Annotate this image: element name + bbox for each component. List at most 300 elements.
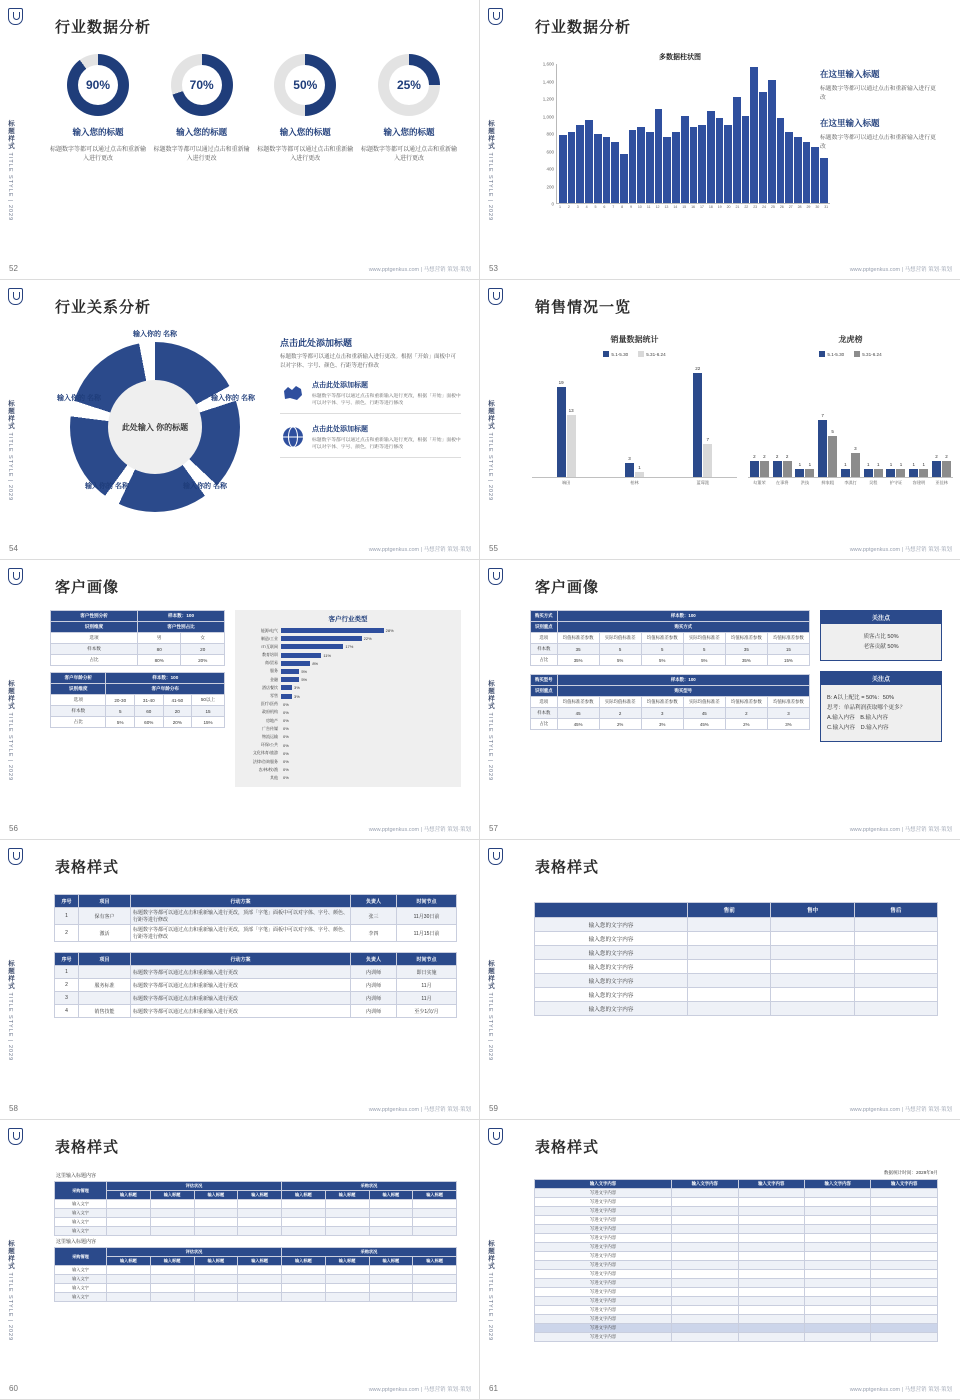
page-number: 58 [9, 1104, 18, 1113]
bar [768, 80, 776, 203]
page-title: 行业数据分析 [55, 19, 152, 36]
bar-value: 3% [294, 693, 300, 699]
x-tick: 吴程 [869, 480, 878, 485]
y-tick: 1,400 [542, 79, 554, 84]
donut-value: 70% [182, 65, 222, 105]
cell [804, 1234, 870, 1243]
x-tick: 6 [603, 205, 606, 209]
bar-value: 3 [628, 455, 631, 461]
table-row [535, 988, 938, 1002]
bar-value: 22 [695, 365, 701, 371]
bar [919, 461, 928, 477]
x-tick: 3 [576, 205, 579, 209]
cell: 45 [557, 708, 599, 719]
cell [238, 1266, 282, 1275]
y-tick: 800 [546, 131, 554, 137]
cell [804, 1306, 870, 1315]
bar [567, 408, 576, 477]
bar [942, 453, 951, 477]
cell [672, 1207, 738, 1216]
cell [738, 1225, 804, 1234]
cell: 占比 [51, 655, 138, 666]
bar [281, 636, 362, 641]
cell [369, 1266, 413, 1275]
rail-label: 标题样式 TITLE STYLE | 2029 [487, 120, 494, 222]
data-timestamp: 数据统计时间：2029年9月 [883, 1170, 938, 1175]
cell [325, 1227, 369, 1236]
shield-logo-icon [488, 1128, 503, 1145]
bar-row [239, 684, 457, 691]
table-header-row [535, 903, 938, 918]
bar-label: 医疗/医药 [260, 701, 278, 707]
cell [688, 932, 771, 946]
shield-logo-icon [8, 8, 23, 25]
cell: 输入您的文字内容 [535, 946, 688, 960]
col-subheader: 输入标题 [369, 1191, 413, 1200]
col-header: 项目 [79, 895, 131, 908]
table-row [51, 655, 225, 666]
bar-row [239, 717, 457, 724]
bar-row [239, 676, 457, 683]
x-tick: 16 [691, 205, 696, 209]
cell: 占比 [51, 717, 106, 728]
col-subheader: 输入标题 [238, 1257, 282, 1266]
slide-rail [480, 280, 510, 559]
cell [738, 1297, 804, 1306]
bar [281, 677, 299, 682]
bar-row [239, 643, 457, 650]
col-header: 序号 [55, 953, 79, 966]
rail-label: 标题样式 TITLE STYLE | 2029 [487, 400, 494, 502]
cell: 写进文字内容 [535, 1207, 672, 1216]
table-row [55, 1218, 457, 1227]
cell: 4 [55, 1005, 79, 1018]
cell [194, 1284, 238, 1293]
col-subheader: 输入标题 [413, 1257, 457, 1266]
cell: 保有客户 [79, 908, 131, 925]
tables-wrap [54, 1170, 457, 1302]
bar-value: 2 [945, 453, 948, 459]
cell [194, 1218, 238, 1227]
legend-item: 5.1-5.30 [603, 351, 628, 357]
page-title: 客户画像 [535, 579, 600, 596]
donut-label: 输入您的标题 [383, 127, 435, 137]
x-tick: 30 [815, 205, 820, 209]
bar-group [818, 363, 837, 477]
cell [282, 1293, 326, 1302]
cell: 标题数字等都可以通过点击和重新输入进行更改 [131, 966, 351, 979]
cell: 输入文字 [55, 1200, 107, 1209]
cell: 11月 [397, 992, 457, 1005]
slide-footer: www.pptgenkus.com | 马想营销 策划·策划 [368, 827, 471, 833]
cell [738, 1270, 804, 1279]
bar-value: 7 [821, 413, 824, 418]
rail-label: 标题样式 TITLE STYLE | 2029 [7, 120, 14, 222]
donut-value: 50% [285, 65, 325, 105]
bar [559, 135, 567, 203]
cell [325, 1266, 369, 1275]
cell: 45 [683, 708, 725, 719]
col-header: 输入文字内容 [804, 1180, 870, 1189]
bar-group [693, 363, 712, 477]
table-title: 客户年龄分析 [51, 673, 106, 684]
cell [854, 918, 937, 932]
donut-label: 输入您的标题 [176, 127, 228, 137]
table-title: 客户性别分析 [51, 611, 138, 622]
slide-rail [0, 840, 30, 1119]
col-header: 负责人 [351, 953, 397, 966]
cell [771, 918, 854, 932]
cell [871, 1225, 938, 1234]
slide-footer: www.pptgenkus.com | 马想营销 策划·策划 [368, 547, 471, 553]
card-line: B: A以上配比 = 50%：50% [827, 695, 894, 701]
cell [804, 1324, 870, 1333]
bar [635, 465, 644, 477]
chart-x-axis [532, 480, 737, 486]
slide-body [40, 1166, 467, 1377]
cell: 写进文字内容 [535, 1216, 672, 1225]
cell [804, 1216, 870, 1225]
cycle-label-5: 输入你的 名称 [57, 395, 101, 402]
bar-label: 房地产 [266, 717, 278, 723]
cell [369, 1284, 413, 1293]
donut-item [255, 54, 355, 164]
cell [194, 1266, 238, 1275]
bar-value: 1 [922, 461, 925, 467]
cell [194, 1200, 238, 1209]
cell: 5% [683, 655, 725, 666]
col-header: 采购管理 [55, 1248, 107, 1266]
x-tick: 25 [770, 205, 775, 209]
bar-value: 0% [283, 726, 289, 732]
slide-58 [0, 840, 480, 1120]
col-header: 识别维度 [51, 684, 106, 695]
cell [871, 1198, 938, 1207]
bar-value: 0% [283, 709, 289, 715]
bar-row [239, 774, 457, 781]
table-row [51, 695, 225, 706]
card-line: 老客贡献 50% [863, 644, 899, 650]
card-body [821, 685, 941, 741]
table-row [535, 1333, 938, 1342]
cell [282, 1209, 326, 1218]
cell [672, 1198, 738, 1207]
cell: 均值标准差参数 [641, 633, 683, 644]
col-header [535, 903, 688, 918]
cell: 输入您的文字内容 [535, 974, 688, 988]
donut-desc: 标题数字等都可以通过点击和重新输入进行更改 [49, 147, 146, 162]
cell: 至少1次/月 [397, 1005, 457, 1018]
cell [854, 974, 937, 988]
y-tick: 400 [546, 166, 554, 172]
bar [716, 118, 724, 203]
bar-value: 5% [301, 668, 308, 674]
bar-value: 22% [363, 636, 372, 642]
cell: 写进文字内容 [535, 1252, 672, 1261]
col-header: 采购状况 [282, 1182, 457, 1191]
bar-label: 金融 [270, 676, 278, 682]
bar [576, 125, 584, 203]
cell: 写进文字内容 [535, 1189, 672, 1198]
sample-count: 样本数：100 [557, 675, 809, 686]
cell [854, 1002, 937, 1016]
bar [646, 132, 654, 203]
cell [150, 1293, 194, 1302]
slide-59 [480, 840, 960, 1120]
x-tick: 11 [646, 205, 651, 209]
shield-logo-icon [8, 1128, 23, 1145]
table-row [55, 1005, 457, 1018]
col-header: 售前 [688, 903, 771, 918]
slide-footer: www.pptgenkus.com | 马想营销 策划·策划 [849, 267, 952, 273]
cell: 写进文字内容 [535, 1306, 672, 1315]
cell: 激活 [79, 925, 131, 942]
cell [738, 1315, 804, 1324]
focus-card [820, 610, 942, 661]
bar [603, 137, 611, 203]
slide-54 [0, 280, 480, 560]
cell: 选项 [51, 695, 106, 706]
cell: 标题数字等都可以通过点击和重新输入进行更改 [131, 979, 351, 992]
bar-value: 2 [775, 453, 779, 459]
slide-body [40, 606, 467, 817]
cell [238, 1209, 282, 1218]
cell [738, 1234, 804, 1243]
col-header: 客户性别占比 [138, 622, 225, 633]
cell [672, 1288, 738, 1297]
cell: 20% [181, 655, 225, 666]
bar-label: 法律/咨询服务 [252, 758, 278, 764]
cell [738, 1288, 804, 1297]
bar-group [864, 363, 883, 477]
table-row [531, 655, 810, 666]
cell: 内训师 [351, 992, 397, 1005]
slide-55 [480, 280, 960, 560]
rail-label: 标题样式 TITLE STYLE | 2029 [7, 1240, 14, 1342]
x-tick: 洪技 [800, 480, 810, 485]
cell [413, 1200, 457, 1209]
cell [871, 1207, 938, 1216]
bar-value: 11% [323, 652, 332, 658]
card-line: 质客占比 50% [863, 634, 899, 640]
bar-label: 政府机构 [262, 709, 278, 715]
col-header: 识别重点 [531, 622, 558, 633]
cell [413, 1227, 457, 1236]
cell: 5% [641, 655, 683, 666]
cell: 11月 [397, 979, 457, 992]
bar-group [909, 363, 928, 477]
table-row [531, 697, 810, 708]
col-header: 输入文字内容 [738, 1180, 804, 1189]
cell: 3% [767, 719, 809, 730]
card-header: 关注点 [821, 611, 941, 624]
slide-rail [0, 280, 30, 559]
cell [738, 1279, 804, 1288]
donut-chart [171, 54, 233, 116]
cell [871, 1189, 938, 1198]
bar-row [239, 652, 457, 659]
cell: 60% [135, 717, 164, 728]
cell: 选项 [51, 633, 138, 644]
cell [672, 1225, 738, 1234]
bar [281, 669, 299, 674]
cell: 均值标准差参数 [725, 697, 767, 708]
cell [738, 1189, 804, 1198]
slide-rail [0, 560, 30, 839]
cell [325, 1284, 369, 1293]
cell [871, 1279, 938, 1288]
legend-item: 5.31-6.24 [854, 351, 881, 357]
rail-label: 标题样式 TITLE STYLE | 2029 [7, 960, 14, 1062]
table-row [535, 960, 938, 974]
table-row [535, 1243, 938, 1252]
cell [871, 1288, 938, 1297]
cell [738, 1324, 804, 1333]
bar [681, 116, 689, 203]
cell [871, 1333, 938, 1342]
cell: 5 [106, 706, 135, 717]
slide-footer: www.pptgenkus.com | 马想营销 策划·策划 [849, 1387, 952, 1393]
cell [804, 1252, 870, 1261]
cell [771, 988, 854, 1002]
bar-row [239, 660, 457, 667]
donut-row [40, 46, 467, 164]
cell: 男 [138, 633, 181, 644]
table-row [535, 1270, 938, 1279]
slide-body [520, 46, 948, 257]
slide-body [40, 46, 467, 257]
bar-value: 2 [763, 453, 766, 459]
page-number: 56 [9, 824, 18, 833]
bar-value: 7 [706, 436, 710, 442]
cell: 写进文字内容 [535, 1279, 672, 1288]
cell [107, 1275, 151, 1284]
gender-table [50, 610, 225, 666]
cell: 输入文字 [55, 1266, 107, 1275]
col-header: 识别重点 [531, 686, 558, 697]
table-title: 购买方式 [531, 611, 558, 622]
donut-label: 输入您的标题 [72, 127, 124, 137]
bar-value: 1 [876, 461, 880, 467]
cell [238, 1218, 282, 1227]
bar-label: 制造/工业 [260, 635, 278, 641]
item-desc: 标题数字等都可以通过点击和重新输入进行更改，根据「开始」面板中可以对字体、字号、颜色、行距等进行修改 [312, 394, 461, 406]
bar-value: 8% [312, 660, 319, 666]
paragraph: 标题数字等都可以通过点击和重新输入进行更改 [820, 86, 936, 101]
cell [369, 1200, 413, 1209]
bar-row [239, 709, 457, 716]
shield-logo-icon [488, 8, 503, 25]
x-tick: 护守证 [889, 480, 903, 485]
bar-value: 3 [854, 445, 857, 451]
col-header: 项目 [79, 953, 131, 966]
bar-group [932, 363, 951, 477]
tables-wrap [54, 894, 457, 1028]
slide-56 [0, 560, 480, 840]
bar-label: 能源/电气 [260, 627, 278, 633]
bar [759, 92, 767, 203]
cell: 2 [55, 925, 79, 942]
col-header: 采购状况 [282, 1248, 457, 1257]
cell [804, 1261, 870, 1270]
cell [325, 1209, 369, 1218]
cell: 标题数字等都可以通过点击和重新输入进行更改 [131, 1005, 351, 1018]
bar [655, 109, 663, 203]
bar-value: 19 [558, 379, 564, 385]
evaluation-table-1 [54, 1181, 457, 1236]
slide-rail [480, 560, 510, 839]
cell: 实际均值标准差 [599, 633, 641, 644]
page-number: 59 [489, 1104, 498, 1113]
cell [871, 1234, 938, 1243]
cell: 20-30 [106, 695, 135, 706]
cell: 1 [55, 908, 79, 925]
bar [828, 429, 837, 477]
bar [783, 453, 792, 477]
tables-column [530, 610, 810, 738]
table-row [535, 1234, 938, 1243]
cell: 实际均值标准差 [683, 697, 725, 708]
col-subheader: 输入标题 [325, 1257, 369, 1266]
slide-rail [0, 0, 30, 279]
cell [194, 1209, 238, 1218]
cell: 5% [599, 655, 641, 666]
table-header-row [535, 1180, 938, 1189]
cell [413, 1293, 457, 1302]
col-header: 评估状况 [107, 1248, 282, 1257]
x-tick: 27 [788, 205, 793, 209]
col-subheader: 输入标题 [413, 1191, 457, 1200]
cell [672, 1234, 738, 1243]
cell [854, 988, 937, 1002]
cell: 标题数字等都可以通过点击和重新输入进行更改，顶部「字笔」面板中可以对字体、字号、颜色、行距等进行修改 [131, 908, 351, 925]
list-item [280, 380, 461, 414]
page-number: 52 [9, 264, 18, 273]
bar-row [239, 668, 457, 675]
x-tick: 4 [585, 205, 588, 209]
donut-label: 输入您的标题 [279, 127, 331, 137]
bar-label: 物流运输 [262, 733, 278, 739]
y-tick: 600 [546, 149, 554, 154]
page-title: 表格样式 [55, 859, 120, 876]
col-subheader: 输入标题 [282, 1257, 326, 1266]
cell [804, 1198, 870, 1207]
slide-footer: www.pptgenkus.com | 马想营销 策划·策划 [368, 1107, 471, 1113]
cell: 写进文字内容 [535, 1297, 672, 1306]
col-header: 时间节点 [397, 953, 457, 966]
y-tick: 0 [551, 201, 554, 207]
cell [688, 946, 771, 960]
slide-body [40, 886, 467, 1097]
cell: 选项 [531, 633, 558, 644]
cell [871, 1252, 938, 1261]
bar-row [239, 701, 457, 708]
bar-value: 1 [844, 461, 847, 467]
paragraph: 标题数字等都可以通过点击和重新输入进行更改 [820, 135, 936, 150]
x-tick: 21 [735, 205, 740, 209]
cell [804, 1207, 870, 1216]
shield-logo-icon [488, 568, 503, 585]
table-row [535, 1297, 938, 1306]
bar-value: 5% [301, 677, 308, 683]
page-title: 行业数据分析 [535, 19, 632, 36]
cell: 写进文字内容 [535, 1333, 672, 1342]
cell [804, 1315, 870, 1324]
col-subheader: 输入标题 [194, 1191, 238, 1200]
bar-value: 1 [798, 461, 802, 467]
slide-53 [480, 0, 960, 280]
cell: 31-40 [135, 695, 164, 706]
